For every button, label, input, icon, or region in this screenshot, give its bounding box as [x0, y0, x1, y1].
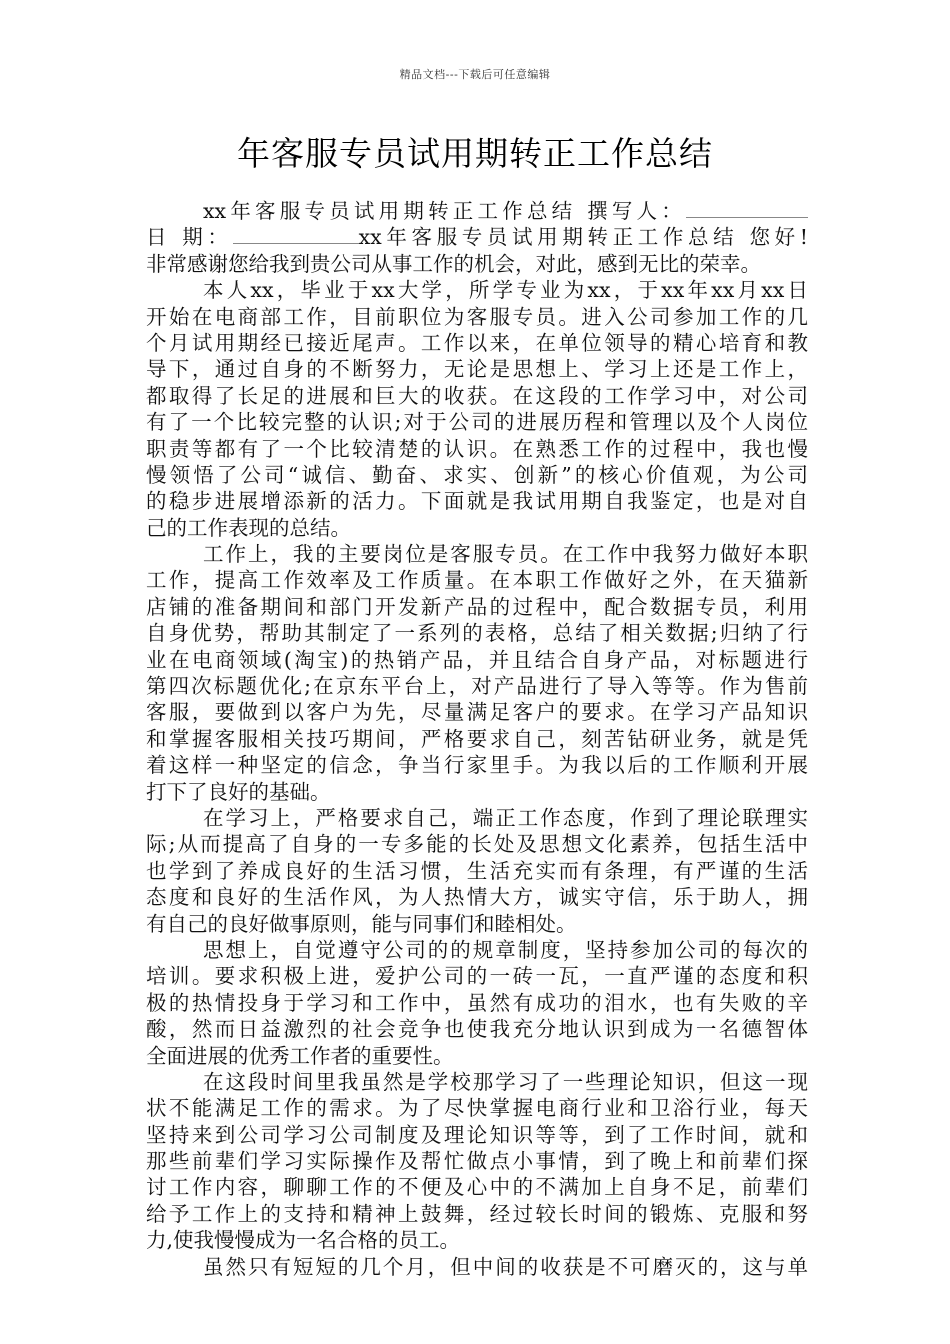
paragraph-line: 客服，要做到以客户为先，尽量满足客户的要求。在学习产品知识: [146, 700, 808, 725]
paragraph: [146, 1069, 808, 1254]
paragraph-line: 打下了良好的基础。: [146, 779, 331, 804]
date-blank: [233, 225, 359, 244]
paragraph-line: 那些前辈们学习实际操作及帮忙做点小事情，到了晚上和前辈们探: [146, 1149, 808, 1174]
paragraph-line: 状不能满足工作的需求。为了尽快掌握电商行业和卫浴行业，每天: [146, 1096, 808, 1121]
meta-date-label: 日 期：: [146, 225, 233, 250]
paragraph-line: 个月试用期经已接近尾声。工作以来，在单位领导的精心培育和教: [146, 330, 808, 355]
paragraph: [146, 805, 808, 937]
paragraph-line: 店铺的准备期间和部门开发新产品的过程中，配合数据专员，利用: [146, 594, 808, 619]
meta-line-date: [146, 224, 808, 250]
meta-thanks-line: 非常感谢您给我到贵公司从事工作的机会，对此，感到无比的荣幸。: [146, 251, 761, 276]
paragraph-line: 给予工作上的支持和精神上鼓舞，经过较长时间的锻炼、克服和努: [146, 1201, 808, 1226]
paragraph-line: 导下，通过自身的不断努力，无论是思想上、学习上还是工作上，: [146, 357, 808, 382]
paragraph-line: 工作，提高工作效率及工作质量。在本职工作做好之外，在天猫新: [146, 568, 808, 593]
paragraph-line: 在这段时间里我虽然是学校那学习了一些理论知识，但这一现: [203, 1069, 808, 1094]
paragraph: [146, 1254, 808, 1280]
paragraph-line: 本人xx，毕业于xx大学，所学专业为xx，于xx年xx月xx日: [203, 278, 808, 303]
paragraph-line: 工作上，我的主要岗位是客服专员。在工作中我努力做好本职: [203, 542, 808, 567]
paragraph-line: 酸，然而日益激烈的社会竞争也使我充分地认识到成为一名德智体: [146, 1017, 808, 1042]
header-note: 精品文档---下载后可任意编辑: [399, 68, 551, 81]
document-title: 年客服专员试用期转正工作总结: [237, 134, 713, 173]
paragraph-line: 有自己的良好做事原则，能与同事们和睦相处。: [146, 911, 577, 936]
paragraphs: [146, 277, 808, 1280]
meta-author-text: xx年客服专员试用期转正工作总结 撰写人：: [203, 199, 686, 223]
paragraph-line: 自身优势，帮助其制定了一系列的表格，总结了相关数据;归纳了行: [146, 621, 808, 646]
paragraph-line: 有了一个比较完整的认识;对于公司的进展历程和管理以及个人岗位: [146, 410, 808, 435]
paragraph-line: 思想上，自觉遵守公司的的规章制度，坚持参加公司的每次的: [203, 937, 808, 962]
meta-line-author: [146, 198, 808, 224]
author-blank: [686, 199, 808, 218]
paragraph-line: 虽然只有短短的几个月，但中间的收获是不可磨灭的，这与单: [203, 1254, 808, 1279]
document-body: [146, 198, 808, 1280]
paragraph-line: 业在电商领域(淘宝)的热销产品，并且结合自身产品，对标题进行: [146, 647, 808, 672]
paragraph: [146, 541, 808, 805]
paragraph-line: 己的工作表现的总结。: [146, 515, 351, 540]
paragraph: [146, 277, 808, 541]
paragraph-line: 第四次标题优化;在京东平台上，对产品进行了导入等等。作为售前: [146, 674, 808, 699]
paragraph-line: 在学习上，严格要求自己，端正工作态度，作到了理论联理实: [203, 805, 808, 830]
meta-greeting-text: xx年客服专员试用期转正工作总结 您好!: [358, 225, 808, 250]
paragraph-line: 开始在电商部工作，目前职位为客服专员。进入公司参加工作的几: [146, 304, 808, 329]
paragraph-line: 着这样一种坚定的信念，争当行家里手。为我以后的工作顺利开展: [146, 753, 808, 778]
paragraph-line: 际;从而提高了自身的一专多能的长处及思想文化素养，包括生活中: [146, 832, 808, 857]
paragraph-line: 坚持来到公司学习公司制度及理论知识等等，到了工作时间，就和: [146, 1122, 808, 1147]
paragraph-line: 态度和良好的生活作风，为人热情大方，诚实守信，乐于助人，拥: [146, 885, 808, 910]
paragraph-line: 培训。要求积极上进，爱护公司的一砖一瓦，一直严谨的态度和积: [146, 964, 808, 989]
paragraph: [146, 937, 808, 1069]
paragraph-line: 职责等都有了一个比较清楚的认识。在熟悉工作的过程中，我也慢: [146, 436, 808, 461]
paragraph-line: 力,使我慢慢成为一名合格的员工。: [146, 1228, 461, 1253]
paragraph-line: 和掌握客服相关技巧期间，严格要求自己，刻苦钻研业务，就是凭: [146, 726, 808, 751]
paragraph-line: 都取得了长足的进展和巨大的收获。在这段的工作学习中，对公司: [146, 383, 808, 408]
paragraph-line: 讨工作内容，聊聊工作的不便及心中的不满加上自身不足，前辈们: [146, 1175, 808, 1200]
paragraph-line: 全面进展的优秀工作者的重要性。: [146, 1043, 454, 1068]
paragraph-line: 也学到了养成良好的生活习惯，生活充实而有条理，有严谨的生活: [146, 858, 808, 883]
paragraph-line: 极的热情投身于学习和工作中，虽然有成功的泪水，也有失败的辛: [146, 990, 808, 1015]
paragraph-line: 的稳步进展增添新的活力。下面就是我试用期自我鉴定，也是对自: [146, 489, 808, 514]
paragraph-line: 慢领悟了公司“诚信、勤奋、求实、创新”的核心价值观，为公司: [146, 462, 808, 487]
